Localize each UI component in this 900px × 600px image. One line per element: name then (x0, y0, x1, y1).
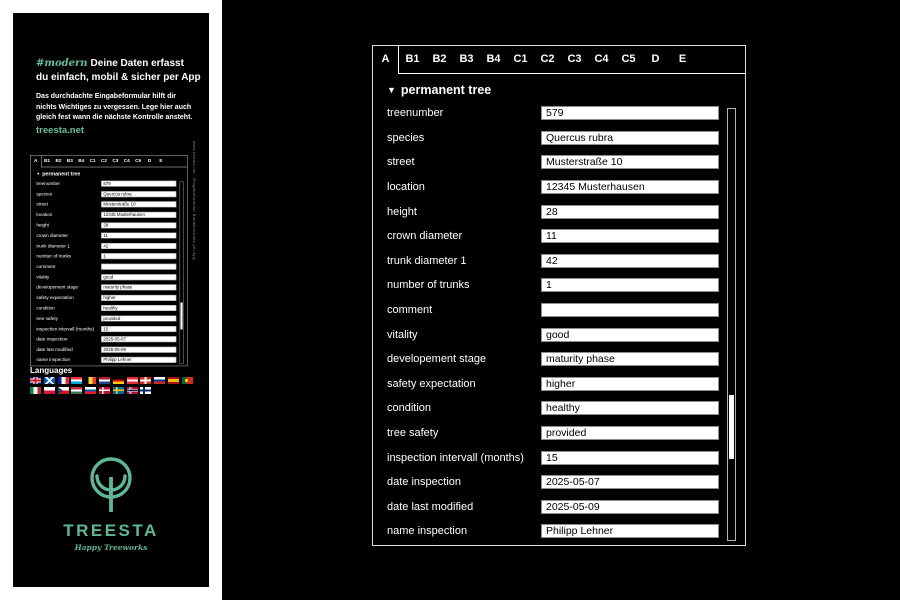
logo-tagline: Happy Treeworks (74, 543, 148, 552)
hashtag-modern: #modern (36, 58, 88, 69)
field-input (101, 264, 176, 270)
tab-C2[interactable]: C2 (534, 46, 561, 74)
field-label: tree safety (387, 427, 439, 440)
field-input (101, 326, 176, 332)
scrollbar-track[interactable] (727, 108, 736, 541)
field-input (101, 253, 176, 259)
field-row (36, 230, 187, 240)
tab-B4: B4 (76, 155, 87, 167)
flag-pl[interactable] (44, 387, 55, 394)
field-label: trunk diameter 1 (36, 243, 70, 249)
field-row (36, 282, 187, 292)
field-input (101, 357, 176, 363)
treesta-logo-icon (86, 456, 136, 514)
field-input[interactable] (541, 377, 719, 391)
field-row (387, 421, 745, 446)
tab-A[interactable]: A (373, 46, 399, 74)
field-row (36, 293, 187, 303)
flag-cz[interactable] (58, 387, 69, 394)
field-input[interactable] (541, 106, 719, 120)
field-input (101, 222, 176, 228)
field-input (101, 202, 176, 208)
field-input[interactable] (541, 500, 719, 514)
flag-be[interactable] (85, 377, 96, 384)
field-label: tree safety (36, 316, 58, 322)
marketing-card (13, 13, 209, 587)
field-label: treenumber (387, 107, 444, 120)
intro-paragraph: Das durchdachte Eingabeformular hilft dir nichts Wichtiges zu vergessen. Lege hier auch gleich fest wann die nächste Kontrolle ansteht. (36, 93, 193, 121)
field-row (36, 313, 187, 323)
field-label: vitality (387, 328, 418, 341)
field-input[interactable] (541, 426, 719, 440)
field-row (36, 220, 187, 230)
field-label: street (36, 201, 48, 208)
field-row (36, 344, 187, 354)
field-row (387, 126, 745, 151)
flag-de[interactable] (113, 377, 124, 384)
field-label: trunk diameter 1 (387, 254, 467, 267)
field-input (101, 191, 176, 197)
field-row (36, 334, 187, 344)
field-input (101, 274, 176, 280)
main-form-panel (372, 45, 746, 546)
field-row (387, 249, 745, 274)
collapse-triangle-icon: ▼ (36, 171, 41, 177)
field-input (101, 181, 176, 187)
logo-wordmark: TREESTA (63, 521, 159, 540)
flag-gb[interactable] (30, 377, 41, 384)
tab-C4: C4 (121, 155, 132, 167)
section-header (36, 171, 187, 177)
field-input[interactable] (541, 401, 719, 415)
flag-row (30, 387, 200, 394)
field-input[interactable] (541, 303, 719, 317)
tab-bar-underline (696, 46, 745, 74)
tab-E[interactable]: E (669, 46, 696, 74)
field-row (387, 298, 745, 323)
tab-C5[interactable]: C5 (615, 46, 642, 74)
field-input[interactable] (541, 131, 719, 145)
field-input (101, 284, 176, 290)
collapse-triangle-icon[interactable]: ▼ (387, 85, 396, 95)
tab-B3[interactable]: B3 (453, 46, 480, 74)
field-row (36, 251, 187, 261)
tab-B1[interactable]: B1 (399, 46, 426, 74)
scrollbar-thumb[interactable] (729, 395, 734, 459)
flag-lu[interactable] (71, 377, 82, 384)
flag-hu[interactable] (71, 387, 82, 394)
field-input[interactable] (541, 524, 719, 538)
field-label: species (36, 191, 53, 197)
field-row (36, 210, 187, 220)
headline-line2: du einfach, mobil & sicher per App (36, 72, 201, 83)
tab-C3[interactable]: C3 (561, 46, 588, 74)
field-input[interactable] (541, 155, 719, 169)
field-label: name inspection (387, 525, 468, 538)
field-input[interactable] (541, 475, 719, 489)
flag-se[interactable] (113, 387, 124, 394)
field-input (101, 295, 176, 301)
scrollbar-thumb (180, 303, 182, 330)
flag-ru[interactable] (154, 377, 165, 384)
tab-C4[interactable]: C4 (588, 46, 615, 74)
left-artboard (0, 0, 222, 600)
field-label: location (387, 181, 425, 194)
field-row (387, 372, 745, 397)
form-preview-thumbnail (30, 155, 190, 368)
field-label: safety expectation (387, 377, 476, 390)
field-input[interactable] (541, 278, 719, 292)
field-input[interactable] (541, 352, 719, 366)
field-label: height (387, 205, 417, 218)
vertical-caption: www.treesta.net · Eingabeformular Baumkontrolle per App (192, 141, 197, 261)
flag-fi[interactable] (140, 387, 151, 394)
field-input[interactable] (541, 180, 719, 194)
field-input[interactable] (541, 254, 719, 268)
tab-B2: B2 (53, 155, 64, 167)
field-input[interactable] (541, 328, 719, 342)
field-rows (30, 179, 187, 366)
field-row (36, 303, 187, 313)
field-row (36, 262, 187, 272)
field-label: safety expectation (36, 295, 74, 301)
field-row (387, 101, 745, 126)
tab-bar (373, 46, 745, 74)
flag-it[interactable] (30, 387, 41, 394)
field-input (101, 305, 176, 311)
tab-E: E (155, 155, 166, 167)
field-row (387, 322, 745, 347)
flag-nl[interactable] (99, 377, 110, 384)
field-row (387, 519, 745, 544)
field-row (36, 272, 187, 282)
section-title: permanent tree (42, 171, 81, 177)
flag-ch[interactable] (140, 377, 151, 384)
headline-line1: Deine Daten erfasst (90, 58, 184, 69)
field-label: species (387, 131, 425, 144)
tab-C2: C2 (98, 155, 109, 167)
field-row (387, 396, 745, 421)
flag-row (30, 377, 200, 384)
tab-B2[interactable]: B2 (426, 46, 453, 74)
field-row (36, 355, 187, 365)
field-label: comment (387, 304, 433, 317)
field-row (387, 150, 745, 175)
field-label: date last modified (36, 347, 73, 353)
flag-es[interactable] (168, 377, 179, 384)
field-label: date inspection (36, 336, 68, 342)
field-label: vitality (36, 274, 50, 280)
field-row (387, 495, 745, 520)
flag-scotland[interactable] (44, 377, 55, 384)
field-label: name inspection (36, 357, 71, 363)
treesta-link[interactable]: treesta.net (36, 125, 85, 136)
field-label: condition (36, 305, 55, 311)
field-row (387, 224, 745, 249)
field-input (101, 243, 176, 249)
field-label: inspection intervall (months) (387, 451, 524, 464)
field-input[interactable] (541, 229, 719, 243)
field-label: date last modified (387, 500, 474, 513)
field-input (101, 212, 176, 218)
field-input[interactable] (541, 451, 719, 465)
scrollbar-track (180, 182, 184, 365)
tab-bar (30, 155, 187, 167)
tab-B4[interactable]: B4 (480, 46, 507, 74)
field-row (36, 189, 187, 199)
tab-B3: B3 (64, 155, 75, 167)
mini-form-panel (30, 155, 188, 366)
headline (36, 57, 204, 85)
field-label: crown diameter (36, 233, 69, 239)
field-label: comment (36, 264, 56, 270)
flag-si[interactable] (85, 387, 96, 394)
field-label: treenumber (36, 181, 61, 187)
flag-dk[interactable] (99, 387, 110, 394)
field-row (387, 470, 745, 495)
field-label: developement stage (387, 353, 487, 366)
field-label: date inspection (387, 476, 461, 489)
languages-label: Languages (30, 366, 73, 375)
field-row (387, 347, 745, 372)
field-input[interactable] (541, 205, 719, 219)
tab-D: D (144, 155, 155, 167)
section-header[interactable] (387, 83, 745, 97)
field-label: street (387, 156, 415, 169)
section-title: permanent tree (400, 83, 492, 97)
flag-pt[interactable] (182, 377, 193, 384)
field-row (36, 199, 187, 209)
field-row (387, 273, 745, 298)
field-row (36, 179, 187, 189)
field-row (387, 445, 745, 470)
field-label: number of trunks (387, 279, 470, 292)
tab-C1[interactable]: C1 (507, 46, 534, 74)
flag-no[interactable] (127, 387, 138, 394)
tab-bar-underline (167, 155, 188, 167)
field-label: developement stage (36, 284, 79, 290)
field-row (387, 199, 745, 224)
field-input (101, 233, 176, 239)
field-label: crown diameter (387, 230, 463, 243)
field-input (101, 336, 176, 342)
field-row (387, 175, 745, 200)
field-label: inspection intervall (months) (36, 326, 95, 332)
tab-A: A (30, 155, 41, 167)
logo-block (13, 456, 209, 552)
flag-at[interactable] (127, 377, 138, 384)
language-flags (30, 377, 200, 397)
field-input (101, 316, 176, 322)
tab-C5: C5 (132, 155, 143, 167)
tab-C3: C3 (110, 155, 121, 167)
field-input (101, 347, 176, 353)
field-label: location (36, 212, 53, 218)
field-label: number of trunks (36, 253, 72, 259)
field-row (36, 324, 187, 334)
field-label: height (36, 222, 49, 228)
tab-B1: B1 (41, 155, 52, 167)
field-row (36, 241, 187, 251)
flag-fr[interactable] (58, 377, 69, 384)
field-rows (373, 101, 745, 544)
field-label: condition (387, 402, 432, 415)
tab-D[interactable]: D (642, 46, 669, 74)
tab-C1: C1 (87, 155, 98, 167)
